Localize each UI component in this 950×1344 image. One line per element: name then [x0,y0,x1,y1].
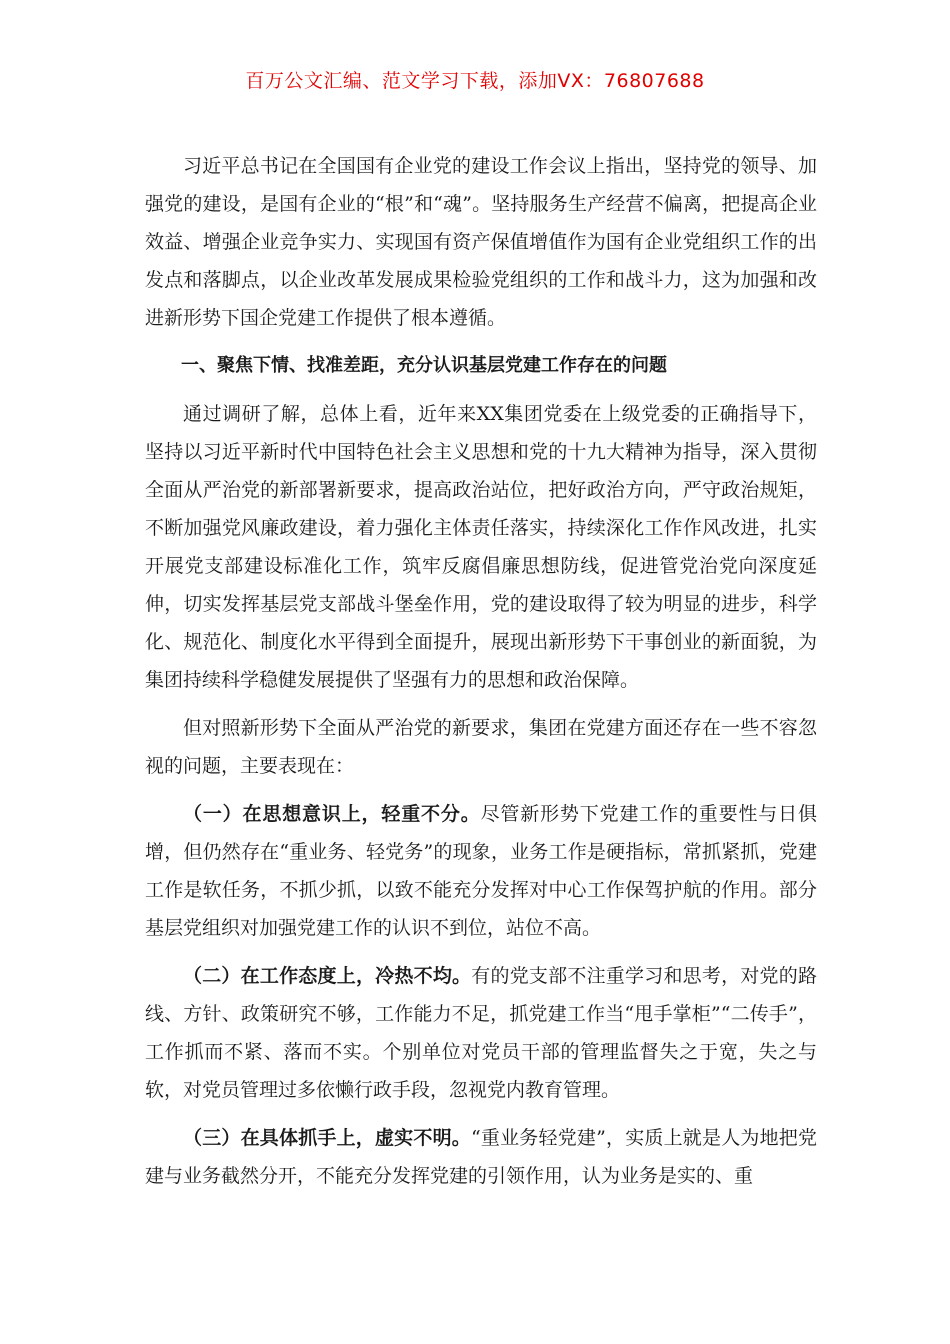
problem-item-3-text: “重业务轻党建”，实质上就是人为地把党建与业务截然分开，不能充分发挥党建的引领作用，认为业务是实的、重 [145,1127,817,1187]
problem-item-3 [145,1119,817,1195]
intro-paragraph: 习近平总书记在全国国有企业党的建设工作会议上指出，坚持党的领导、加强党的建设，是国有企业的“根”和“魂”。坚持服务生产经营不偏离，把提高企业效益、增强企业竞争实力、实现国有资产保值增值作为国有企业党组织工作的出发点和落脚点，以企业改革发展成果检验党组织的工作和战斗力，这为加强和改进新形势下国企党建工作提供了根本遵循。 [145,155,817,329]
problem-item-1-lead: （一）在思想意识上，轻重不分。 [183,803,481,825]
problem-item-2-lead: （二）在工作态度上，冷热不均。 [183,965,472,987]
problem-item-2 [145,957,817,1109]
document-body [145,147,817,1195]
problem-item-3-lead: （三）在具体抓手上，虚实不明。 [183,1127,471,1149]
problem-item-1 [145,795,817,947]
survey-paragraph: 通过调研了解，总体上看，近年来XX集团党委在上级党委的正确指导下，坚持以习近平新时代中国特色社会主义思想和党的十九大精神为指导，深入贯彻全面从严治党的新部署新要求，提高政治站位，把好政治方向，严守政治规矩，不断加强党风廉政建设，着力强化主体责任落实，持续深化工作作风改进，扎实开展党支部建设标准化工作，筑牢反腐倡廉思想防线，促进管党治党向深度延伸，切实发挥基层党支部战斗堡垒作用，党的建设取得了较为明显的进步，科学化、规范化、制度化水平得到全面提升，展现出新形势下干事创业的新面貌，为集团持续科学稳健发展提供了坚强有力的思想和政治保障。 [145,403,817,691]
section-1-heading: 一、聚焦下情、找准差距，充分认识基层党建工作存在的问题 [181,355,667,376]
problems-intro-paragraph: 但对照新形势下全面从严治党的新要求，集团在党建方面还存在一些不容忽视的问题，主要表现在： [145,717,817,777]
problem-item-2-text: 有的党支部不注重学习和思考，对党的路线、方针、政策研究不够，工作能力不足，抓党建工作当“甩手掌柜”“二传手”，工作抓而不紧、落而不实。个别单位对党员干部的管理监督失之于宽，失之与软，对党员管理过多依懒行政手段，忽视党内教育管理。 [145,965,817,1101]
problem-item-1-text: 尽管新形势下党建工作的重要性与日俱增，但仍然存在“重业务、轻党务”的现象，业务工作是硬指标，常抓紧抓，党建工作是软任务，不抓少抓，以致不能充分发挥对中心工作保驾护航的作用。部分基层党组织对加强党建工作的认识不到位，站位不高。 [145,803,817,939]
page-header-watermark: 百万公文汇编、范文学习下载，添加VX：76807688 [245,70,705,92]
